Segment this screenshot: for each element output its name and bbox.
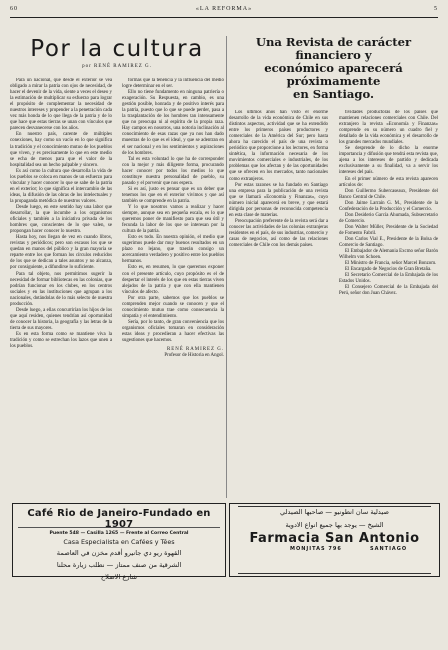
- paragraph: Don Desiderio García Ahumada, Subsecretario de Comercio.: [339, 212, 438, 224]
- paragraph: Don Jaime Larraín G. M., Presidente de la Confederación de la Producción y el Comercio.: [339, 200, 438, 212]
- article-revista: [229, 35, 438, 297]
- masthead: «LA REFORMA»: [195, 6, 253, 12]
- headline-line-2: económico aparecerá próximamente: [264, 61, 403, 88]
- header-rule: [10, 17, 438, 18]
- paragraph: Don Walter Müller, Presidente de la Sociedad de Fomento Fabril.: [339, 224, 438, 236]
- article-column-3: [229, 110, 328, 440]
- ad-divider: [18, 527, 220, 528]
- author-name: RENÉ RAMIREZ G.: [167, 347, 224, 353]
- paragraph: El Consejero Comercial de la Embajada del Perú, señor don Juan Chávez.: [339, 285, 438, 297]
- paragraph: Don Guillermo Subercaseaux, Presidente del Banco Central de Chile.: [339, 188, 438, 200]
- paragraph: Esto es, en resumen, lo que queremos exponer con el presente artículo, cuyo propósito es el de despertar el interés de los que en estas tierras viven alejados de la patria y que con ella mantienen vínculos de afecto.: [122, 265, 224, 295]
- ad-arabic-line-1: القهوة ريو دي جانيرو أقدم مخزن في العاصمة: [56, 549, 182, 557]
- ad-title: Farmacia San Antonio: [249, 531, 420, 546]
- headline-line-3: en Santiago.: [292, 87, 375, 101]
- ad-farmacia-san-antonio: [229, 503, 440, 577]
- author-signoff: [122, 347, 224, 359]
- ad-address: [230, 546, 439, 555]
- running-header: [10, 6, 438, 16]
- ad-address: Puente 548 — Casilla 1265 — Frente al Correo Central: [49, 531, 189, 536]
- paragraph: El Embajador de Alemania Excmo señor Barón Wilhelm von Schoen.: [339, 249, 438, 261]
- article-byline: por RENÉ RAMIREZ G.: [82, 64, 152, 69]
- paragraph: El Ministro de Francia, señor Marcel Bonzom.: [345, 261, 437, 267]
- ad-city: SANTIAGO: [370, 546, 408, 552]
- ad-specialty: Casa Especialista en Cafées y Tées: [63, 538, 175, 546]
- paragraph: Don Carlos Vial E., Presidente de la Bolsa de Comercio de Santiago.: [339, 236, 438, 249]
- paragraph: Hasta hoy, nos llegan de vez en cuando libros, revistas y periódicos; pero son escasos los que se quedan en manos del público y la gran mayoría se reparte entre los que forman los círculos reducidos de los que se dedican a tales asuntos y no alcanza, por consiguiente, a difundirse lo suficiente.: [10, 235, 112, 271]
- headline-line-1: Una Revista de carácter financiero y: [255, 35, 412, 62]
- paragraph: Sería, por lo tanto, de gran conveniencia que los organismos oficiales tomaran en consideración estas ideas y procedieran a hacer efectivas las sugestiones que hacemos.: [122, 319, 224, 344]
- paragraph: El Encargado de Negocios de Gran Bretaña.: [345, 267, 432, 273]
- paragraph: tividades productoras de los países que mantienen relaciones comerciales con Chile. Del extranjero la revista «Economía y Finanzas» comprende en su número un cuadro fiel y detallado de la vida económica y el desarrollo de los grandes mercados mundiales.: [339, 110, 438, 146]
- ad-arabic-line-1: صيدلية سان انطونيو — صاحبها الصيدلي: [280, 508, 389, 516]
- article-headline: [229, 36, 438, 101]
- issue-number: 60: [10, 6, 18, 12]
- author-role: Profesor de Historia en Angol.: [164, 353, 224, 359]
- paragraph: Es en esta forma como se mantiene viva la tradición y como se estrechan los lazos que unen a los pueblos.: [10, 331, 112, 350]
- ad-rule: [238, 506, 431, 507]
- paragraph: Por otra parte, sabemos que los pueblos se comprenden mejor cuando se conocen y que el conocimiento mutuo trae como consecuencia la simpatía y el entendimiento.: [122, 295, 224, 319]
- paragraph: Si es así, justo es pensar que es un deber que tenemos los que en el exterior vivimos y que así también se comprende en la patria.: [122, 186, 224, 204]
- article-column-4: [339, 110, 438, 440]
- paragraph: Tal es esta voluntad lo que ha de corresponder con la mejor y más diligente forma, procurando hacer conocer por todos los medios lo que constituye nuestra personalidad de pueblo, su pasado y el porvenir que nos espera.: [122, 156, 224, 186]
- column-divider: [226, 36, 227, 498]
- paragraph: Preocupación preferente de la revista será dar a conocer las actividades de las colonias extranjeras residentes en el país, de sus industrias, comercio y casas de negocios, así como de las relaciones comerciales de Chile con los demás países.: [229, 218, 328, 249]
- ad-arabic-line-2: الشرقية من صنف ممتاز — نطلب زيارة محلنا: [56, 561, 182, 569]
- paragraph: Esto es todo. En nuestra opinión, el medio que sugerimos puede dar muy buenos resultados en un plazo no lejano, que traerán consigo un acercamiento verdadero y positivo entre los pueblos hermanos.: [122, 235, 224, 265]
- article-cultura: [10, 36, 224, 359]
- paragraph: Se desprende de lo dicho la enorme importancia y difusión que tendrá esta revista que, ajena a los intereses de partido y dedicada exclusivamente a su finalidad, va a servir los intereses del país.: [339, 146, 438, 176]
- paragraph: formas que la tenencia y la influencia del medio logre determinar en el ser.: [122, 78, 224, 90]
- paragraph: Para un nacional, que desde el exterior se vea obligado a mirar la patria con ojos de necesidad, de hacer el devenir de la vida, siente a veces el deseo y la estimación de multiplicar su esfuerzo para lograr el propósito de complementar la necesidad de nuestros intereses y propender a la penetración cada vez más honda de lo que llega de la patria y de lo que hace que estas tierras se unan con vínculos que parecen desvanecerse con los años.: [10, 78, 112, 132]
- paragraph: Por estas razones se ha fundado en Santiago una empresa para la publicación de una revista que se llamará «Economía y Finanzas», cuyo número inicial aparecerá en breve, y que estará dirigida por personas de reconocida competencia en esta clase de materias.: [229, 182, 328, 218]
- paragraph: Ello no tiene fundamento en ninguna patriería o exageración. Su Respuesta, en cambio, es una gestión posible, honrada y de positivo interés para la patria, puesto que lo que se puede perder, pasa a la trasplantación de los hombres tan intensamente que no preocupa ni al espíritu de la propia raza. Hay campos en nosotros, una notoria inclinación al conocimiento de esas razas que ya nos han dado muestras de lo que es el ideal, y que se adentran en el ser nacional y en los sentimientos y aspiraciones de los hombres.: [122, 90, 224, 156]
- article-title: Por la cultura: [30, 36, 204, 62]
- paragraph: Desde luego, en este sentido hay una labor que desarrollar, la que incumbe a los organismos oficiales y también a la iniciativa privada de los hombres que, conscientes de lo que valen, se propongan hacer conocer lo nuestro.: [10, 204, 112, 235]
- paragraph: Los últimos años han visto el enorme desarrollo de la vida económica de Chile en sus distintos aspectos, actividad que se ha extendido entre los primeros países productores y comerciales de la América del Sur; pero hasta ahora ha carecido el país de una revista o periódico que proporcione a los lectores, en forma sintética, la información necesaria de los movimientos comerciales e industriales, de los problemas que los afectan y de las oportunidades que se ofrecen en los mercados, tanto nacionales como extranjeros.: [229, 110, 328, 182]
- ad-cafe-rio-de-janeiro: [12, 503, 226, 581]
- paragraph: Y lo que nosotros vamos a realizar y hacer siempre, aunque sea en pequeña escala, es lo que queremos poner de manifiesto para que sea útil y fecunda la labor de los que se interesan por la cultura de la patria.: [122, 204, 224, 235]
- paragraph: Es así como la cultura que desarrolla la vida de los pueblos se coloca en manos de un esfuerzo para vincular y hacer conocer lo que se sabe de la patria en el exterior; lo que significa el intercambio de las ideas, la difusión de las obras de los intelectuales y la propaganda metódica de nuestros valores.: [10, 168, 112, 204]
- ad-street: MONJITAS 796: [290, 546, 342, 552]
- article-column-1: [10, 78, 112, 504]
- page-number: 5: [434, 6, 438, 12]
- paragraph: Para tal objeto, nos permitimos sugerir la necesidad de formar bibliotecas en las colonias, que podrían funcionar en los clubes, en los centros sociales y en las instituciones que agrupan a los nacionales, dotándolas de lo más selecto de nuestra producción.: [10, 271, 112, 307]
- article-column-2: [122, 78, 224, 504]
- paragraph: El Secretario Comercial de la Embajada de los Estados Unidos.: [339, 273, 438, 285]
- ad-title: Café Rio de Janeiro-Fundado en 1907: [27, 508, 211, 530]
- paragraph: Desde luego, a ellas concurrirían los hijos de los que aquí residen, quienes tendrían así oportunidad de conocer la historia, la geografía y las letras de la tierra de sus mayores.: [10, 307, 112, 331]
- ad-arabic-line-3: شارع الاصلاح: [100, 573, 138, 581]
- paragraph: En el primer número de esta revista aparecen artículos de:: [339, 176, 438, 188]
- paragraph: En nuestro país, carente de múltiples conexiones, hay como un vacío en lo que significa la tradición y el conocimiento mutuo de los pueblos que viven, y es precisamente lo que en este medio se echa de menos para que el valor de la hospitalidad sea un hecho palpable y sincero.: [10, 132, 112, 168]
- ad-rule: [238, 573, 431, 574]
- ad-arabic-line-2: الشيخ — يوجد بها جميع انواع الادوية: [285, 521, 384, 529]
